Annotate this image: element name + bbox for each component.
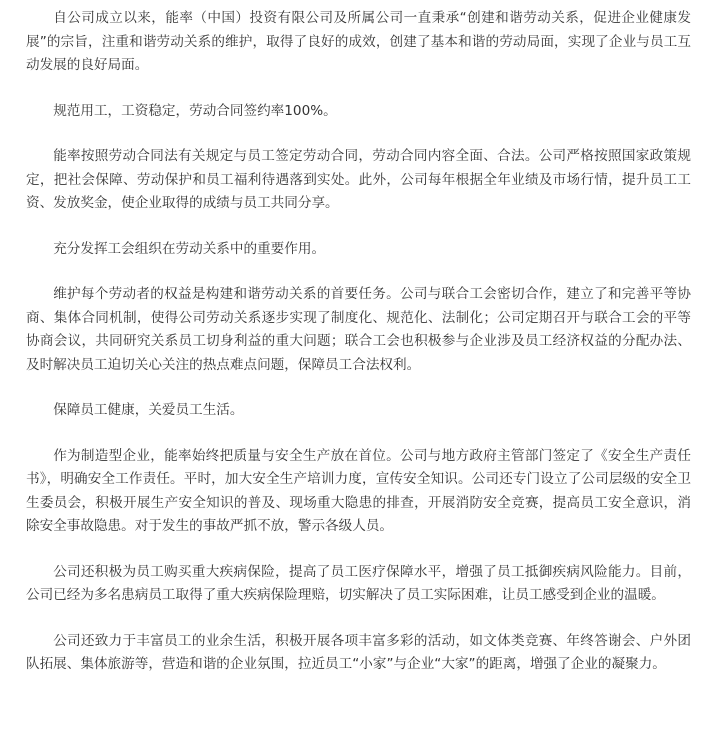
paragraph-worker-rights: 维护每个劳动者的权益是构建和谐劳动关系的首要任务。公司与联合工会密切合作，建立了和完善平等协商、集体合同机制，使得公司劳动关系逐步实现了制度化、规范化、法制化；公司定期召开与联合工会的平等协商会议，共同研究关系员工切身利益的重大问题；联合工会也积极参与企业涉及员工经济权益的分配办法、及时解决员工迫切关心关注的热点难点问题，保障员工合法权利。 — [26, 286, 691, 373]
paragraph-safety: 作为制造型企业，能率始终把质量与安全生产放在首位。公司与地方政府主管部门签定了《安全生产责任书》，明确安全工作责任。平时，加大安全生产培训力度，宣传安全知识。公司还专门设立了公司层级的安全卫生委员会，积极开展生产安全知识的普及、现场重大隐患的排查，开展消防安全竞赛，提高员工安全意识，消除安全事故隐患。对于发生的事故严抓不放，警示各级人员。 — [26, 447, 691, 534]
paragraph-labor-contract: 能率按照劳动合同法有关规定与员工签定劳动合同，劳动合同内容全面、合法。公司严格按照国家政策规定，把社会保障、劳动保护和员工福利待遇落到实处。此外，公司每年根据全年业绩及市场行情，提升员工工资、发放奖金，使企业取得的成绩与员工共同分享。 — [26, 148, 691, 211]
paragraph-intro: 自公司成立以来，能率（中国）投资有限公司及所属公司一直秉承“创建和谐劳动关系，促进企业健康发展”的宗旨，注重和谐劳动关系的维护，取得了良好的成效，创建了基本和谐的劳动局面，实现了企业与员工互动发展的良好局面。 — [26, 10, 691, 73]
paragraph-employment-wages: 规范用工，工资稳定，劳动合同签约率100%。 — [53, 102, 337, 119]
paragraph-health-care: 保障员工健康，关爱员工生活。 — [53, 402, 244, 418]
paragraph-union-role: 充分发挥工会组织在劳动关系中的重要作用。 — [53, 240, 326, 257]
paragraph-activities: 公司还致力于丰富员工的业余生活，积极开展各项丰富多彩的活动，如文体类竞赛、年终答谢会、户外团队拓展、集体旅游等，营造和谐的企业氛围，拉近员工“小家”与企业“大家”的距离，增强了企业的凝聚力。 — [26, 632, 691, 672]
paragraph-insurance: 公司还积极为员工购买重大疾病保险，提高了员工医疗保障水平，增强了员工抵御疾病风险能力。目前，公司已经为多名患病员工取得了重大疾病保险理赔，切实解决了员工实际困难，让员工感受到企业的温暖。 — [26, 563, 691, 603]
